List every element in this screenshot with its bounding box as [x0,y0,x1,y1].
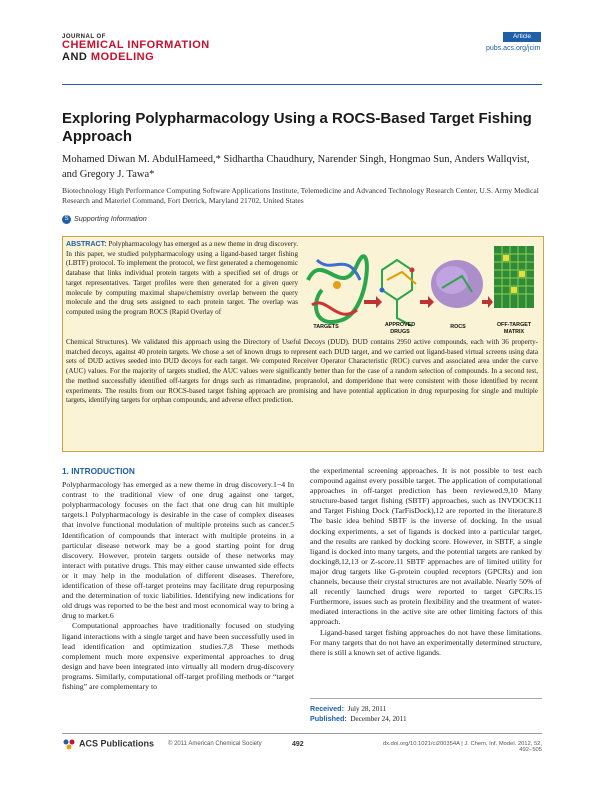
received-value: July 28, 2011 [347,705,387,713]
arrow-icon [482,296,493,308]
published-label: Published: [310,714,347,723]
supporting-info-icon: S [62,215,71,224]
toc-label-matrix: MATRIX [503,329,525,335]
toc-label-rocs: ROCS [450,324,466,330]
journal-line-3 [62,52,210,64]
supporting-information-link[interactable] [62,214,147,224]
published-date [310,714,542,724]
section-heading: 1. INTRODUCTION [62,466,135,476]
arrow-icon [364,296,382,308]
received-label: Received: [310,704,344,713]
journal-modeling: MODELING [90,50,155,63]
drug-molecules-icon [380,260,417,326]
published-value: December 24, 2011 [350,715,407,723]
arrow-icon [420,296,434,308]
toc-label-drugs: DRUGS [390,329,410,335]
paragraph: the experimental screening approaches. It is not possible to test each compound against every possible target. The application of computational approaches in off-target prediction has been reviewed.9,10 Many structure-based target fishing (SBTF) approaches, such as INVDOCK11 and Target Fishing Dock (TarFisDock),12 are reported in the literature.8 The basic idea behind SBTF is the inverse of docking. In the usual docking experiments, a set of ligands is docked into a particular target, and the results are ranked by docking score. However, in SBTF, a single ligand is docked into many targets, and the potential targets are ranked by docking8,12,13 or Z-score.11 SBTF approaches are of limited utility for major drug targets like G-protein coupled receptors (GPCRs) and ion channels, because their crystal structures are not available. Nearly 50% of all recently launched drugs were reported to target GPCRs.15 Furthermore, issues such as protein flexibility and the treatment of water-mediated interactions in the active site are other limiting factors of this approach. [310,466,542,627]
publication-dates [310,698,542,724]
toc-label-offtarget: OFF-TARGET [496,322,532,328]
footer-divider [62,733,542,734]
affiliation: Biotechnology High Performance Computing Software Applications Institute, Telemedicine and Advanced Technology Research Center, U.S. Army Medical Research and Materiel Command, Fort Detrick, Maryland 21702, United States [62,186,539,205]
acs-logo-icon [62,738,76,750]
publisher-name: ACS Publications [79,738,155,749]
protein-ribbon-icon [308,256,367,322]
paragraph: Polypharmacology has emerged as a new theme in drug discovery.1−4 In contrast to the traditional view of one drug against one target, polypharmacology focuses on the fact that one drug can hit multiple targets.1 Polypharmacology is desirable in the case of complex diseases that involve functional modulation of multiple proteins such as cancer.5 Identification of compounds that interact with multiple proteins in a particular disease network may be a good starting point for drug discovery. However, protein targets outside of these networks may interact with putative drugs. This may either cause unwanted side effects or it may help in the modulation of different diseases. Therefore, identification of these off-target proteins may facilitate drug repurposing and the determination of toxic liabilities. Identifying new indications for old drugs was reported to be the best and most economical way to bring a drug to market.6 [62,480,294,621]
paragraph: Ligand-based target fishing approaches do not have these limitations. For many targets that do not have an experimentally determined structure, there is still a known set of active ligands. [310,627,542,657]
doi-citation[interactable]: dx.doi.org/10.1021/ci200354A | J. Chem. Inf. Model. 2012, 52, 492−505 [382,741,542,753]
toc-label-approved: APPROVED [384,322,416,328]
rocs-shape-icon [431,260,483,308]
author-list: Mohamed Diwan M. AbdulHameed,* Sidhartha Chaudhury, Narender Singh, Hongmao Sun, Anders Wallqvist, and Gregory J. Tawa* [62,154,530,180]
paper-title: Exploring Polypharmacology Using a ROCS-Based Target Fishing Approach [62,110,532,145]
page-number: 492 [292,741,304,748]
body-column-right [310,466,542,658]
journal-line-1: JOURNAL OF [62,34,106,40]
journal-masthead [62,34,210,63]
body-column-left [62,466,294,692]
abstract-text-full: Chemical Structures). We validated this approach using the Directory of Useful Decoys (DUD). DUD contains 2950 active compounds, each with 36 property-matched decoys, against 40 protein targets. We chose a set of known drugs to represent each DUD target, and we carried out ligand-based virtual screens using data sets of DUD actives seeded into DUD decoys for each target. We computed Receiver Operator Characteristic (ROC) curves and associated area under the curve (AUC) values. For the majority of targets studied, the AUC values were significantly better than for the case of a random selection of compounds. In a second test, the method successfully identified off-targets for drugs such as rimantadine, propranolol, and domperidone that were consistent with those identified by recent experiments. The results from our ROCS-based target fishing approach are promising and have potential application in drug repurposing for single and multiple targets, identifying targets for orphan compounds, and adverse effect prediction. [66,338,538,405]
article-type-badge: Article [503,32,541,42]
received-date [310,704,542,714]
abstract-label: ABSTRACT: [66,240,107,248]
journal-line-2: CHEMICAL INFORMATION [62,39,210,52]
journal-url-link[interactable]: pubs.acs.org/jcim [486,45,541,52]
abstract-text-left [66,240,298,318]
journal-and: AND [62,50,88,63]
publisher-logo[interactable] [62,738,154,750]
paragraph: Computational approaches have traditionally focused on studying ligand interactions with a single target and have been successfully used in lead identification and optimization studies.7,8 These methods complement much more expensive experimental approaches to drug design and have been integrated into virtually all modern drug-discovery programs. Similarly, computational off-target profiling methods or “target fishing” are complementary to [62,621,294,691]
copyright: © 2011 American Chemical Society [168,741,262,747]
abstract-body-left: Polypharmacology has emerged as a new theme in drug discovery. In this paper, we studied polypharmacology using a ligand-based target fishing (LBTF) protocol. To implement the protocol, we first generated a chemogenomic database that links individual protein targets with a specified set of drugs or target representatives. Target profiles were then generated for a given query molecule by computing maximal shape/chemistry overlap between the query molecule and the drug sets assigned to each protein target. The overlap was computed using the program ROCS (Rapid Overlay of [66,240,298,316]
off-target-matrix-icon [494,246,534,308]
toc-label-targets: TARGETS [313,324,339,330]
toc-graphic [302,240,538,338]
supporting-info-label: Supporting Information [74,214,147,223]
header-divider [62,84,542,85]
